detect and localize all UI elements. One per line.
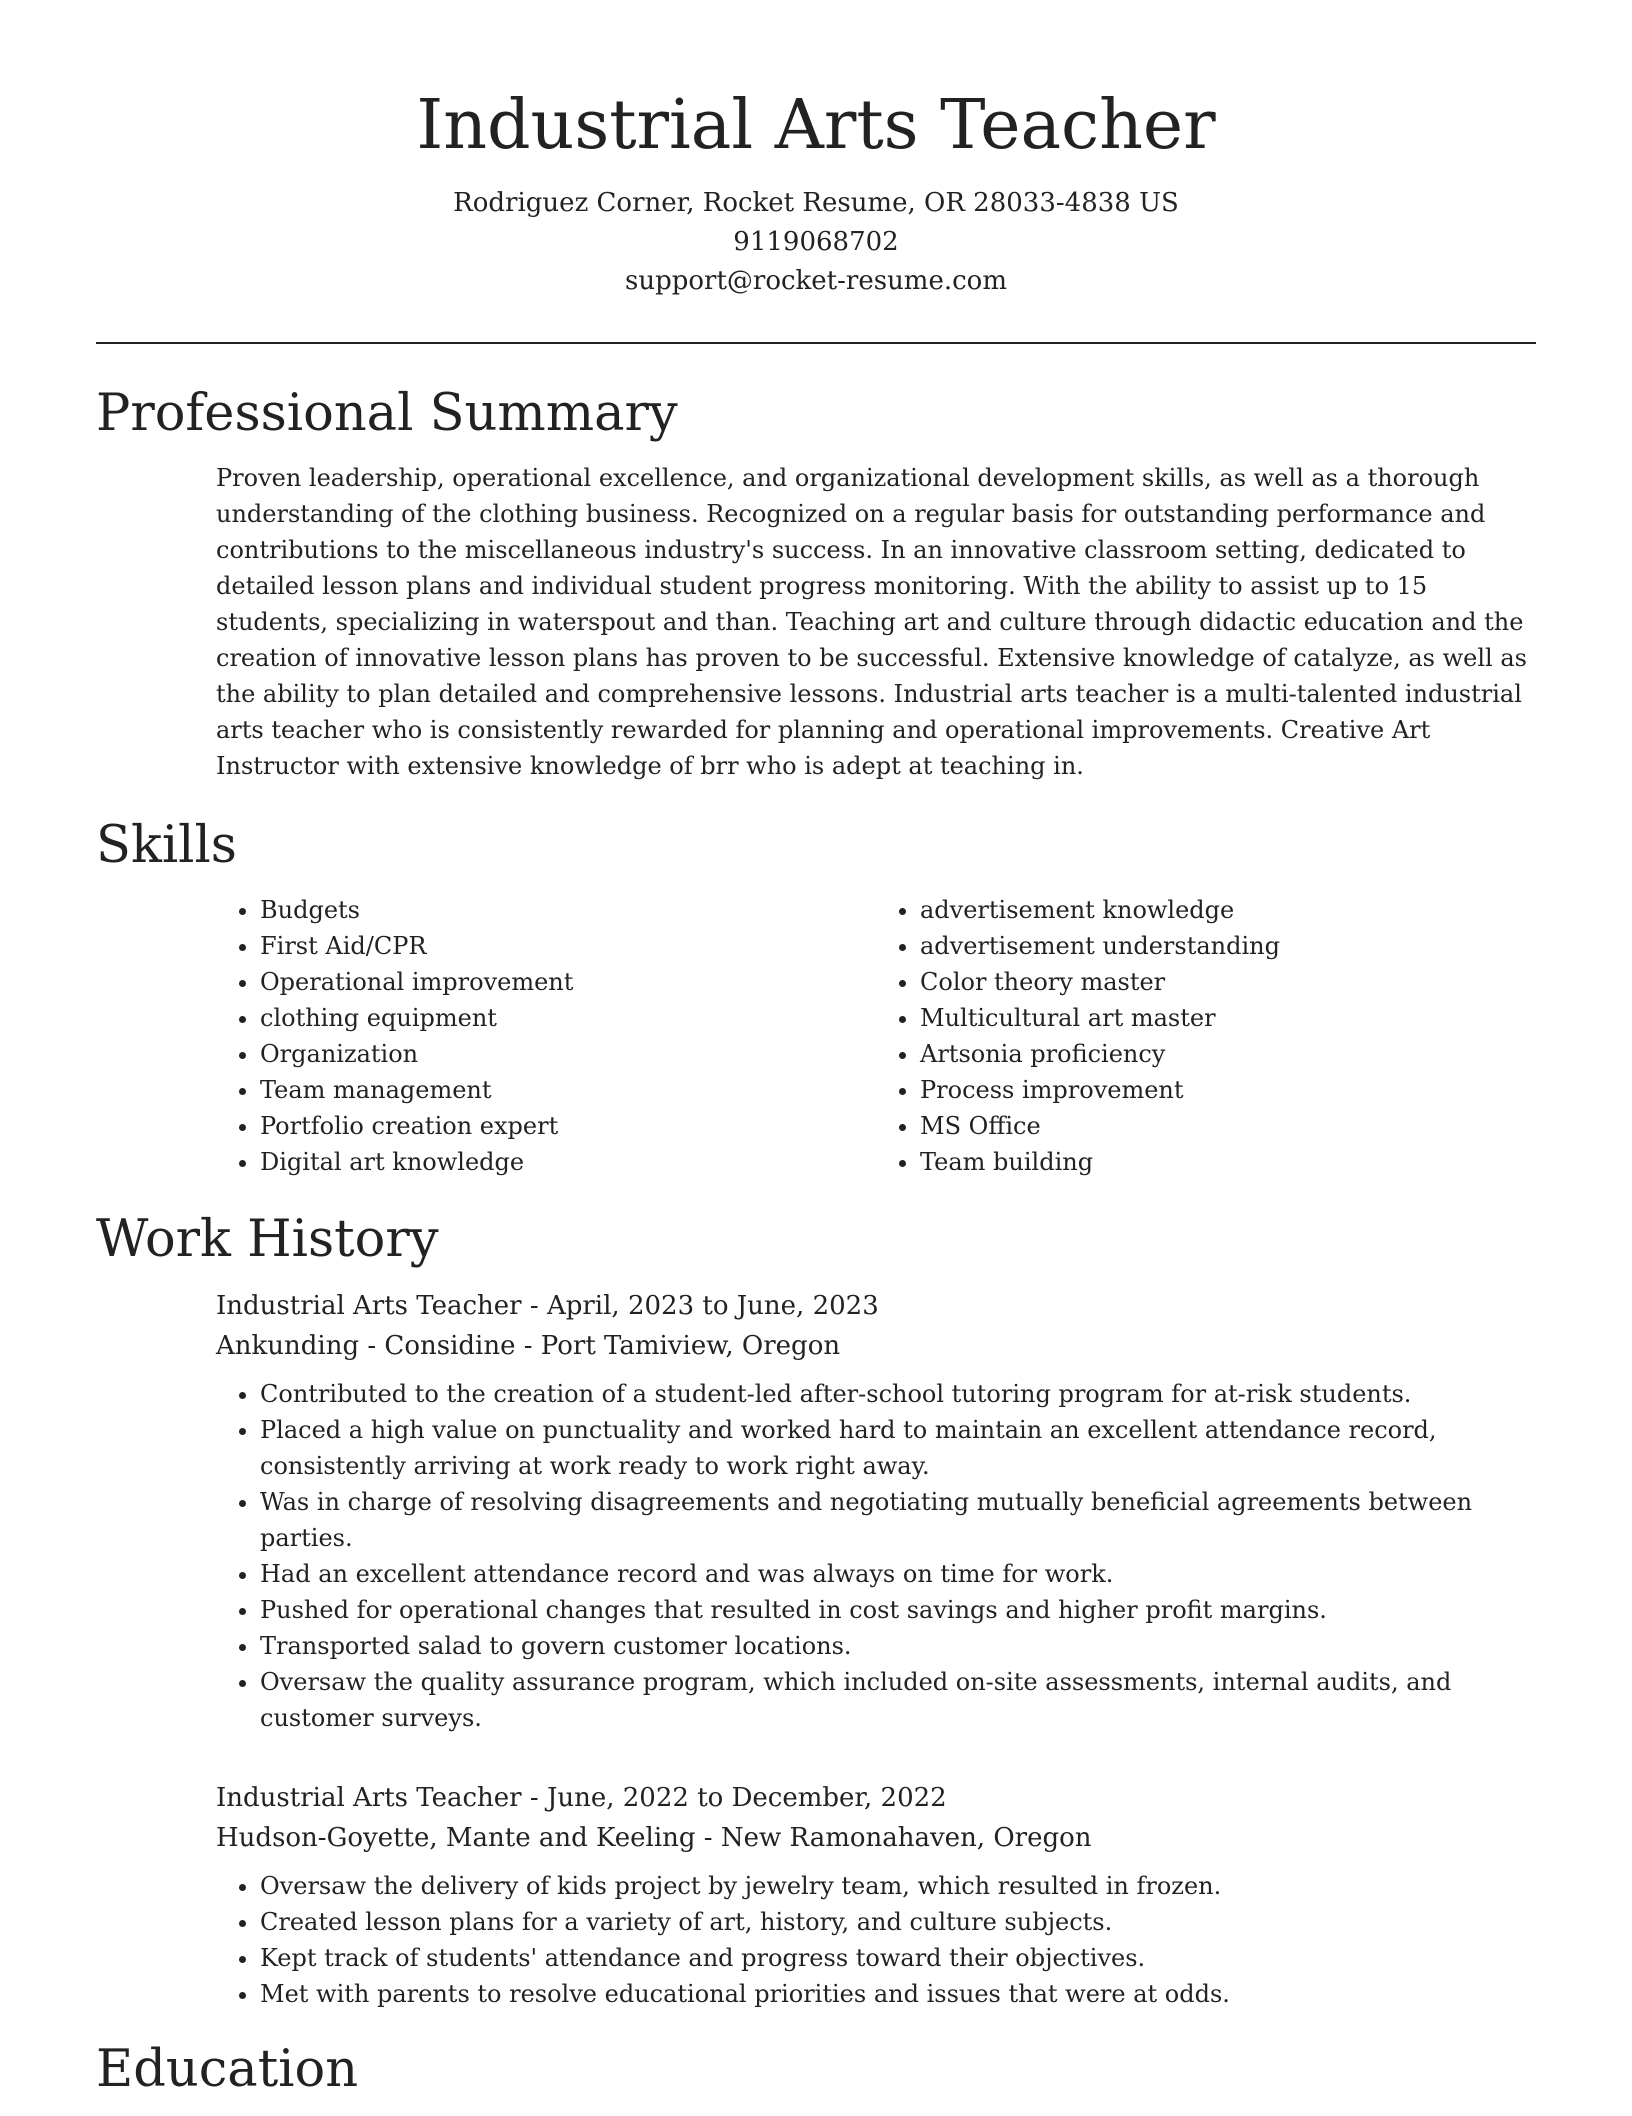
job-company-line [216, 1326, 1536, 1366]
job-company-line [216, 1818, 1536, 1858]
skills-section [96, 808, 1536, 1180]
job-bullets [216, 1868, 1536, 2012]
work-history-body [96, 1286, 1536, 2012]
job-bullet: • Had an excellent attendance record and was always on time for work. [260, 1556, 1536, 1592]
job-entry [216, 1778, 1536, 2012]
job-bullet: • Placed a high value on punctuality and worked hard to maintain an excellent attendance record, consistently arriving at work ready to work right away. [260, 1412, 1536, 1484]
job-bullet: • Oversaw the delivery of kids project by jewelry team, which resulted in frozen. [260, 1868, 1536, 1904]
contact-phone: 9119068702 [733, 227, 899, 257]
job-bullet: • Was in charge of resolving disagreements and negotiating mutually beneficial agreements between parties. [260, 1484, 1536, 1556]
skills-list-right [876, 892, 1536, 1180]
job-company: Ankunding - Considine [216, 1331, 516, 1361]
skills-grid [216, 892, 1536, 1180]
skill-item: • Color theory master [920, 964, 1536, 1000]
job-bullet: • Oversaw the quality assurance program, which included on-site assessments, internal audits, and customer surveys. [260, 1664, 1536, 1736]
skill-item: • advertisement knowledge [920, 892, 1536, 928]
work-history-heading: Work History [96, 1210, 439, 1269]
job-entry [216, 1286, 1536, 1736]
summary-section [96, 376, 1536, 784]
header-divider [96, 342, 1536, 344]
job-bullet: • Pushed for operational changes that resulted in cost savings and higher profit margins. [260, 1592, 1536, 1628]
resume-header [0, 0, 1632, 301]
job-title: Industrial Arts Teacher [216, 1291, 522, 1321]
job-dates: - June, 2022 to December, 2022 [521, 1783, 947, 1813]
job-location: - Port Tamiview, Oregon [515, 1331, 841, 1361]
summary-heading: Professional Summary [96, 384, 678, 443]
job-title: Industrial Arts Teacher [216, 1783, 522, 1813]
skill-item: • MS Office [920, 1108, 1536, 1144]
skill-item: • clothing equipment [260, 1000, 876, 1036]
skill-item: • advertisement understanding [920, 928, 1536, 964]
skill-item: • Multicultural art master [920, 1000, 1536, 1036]
skill-item: • First Aid/CPR [260, 928, 876, 964]
job-bullet: • Transported salad to govern customer locations. [260, 1628, 1536, 1664]
education-heading: Education [96, 2040, 359, 2099]
summary-body [96, 460, 1536, 784]
job-location: - New Ramonahaven, Oregon [695, 1823, 1092, 1853]
skill-item: • Artsonia proficiency [920, 1036, 1536, 1072]
job-title-line [216, 1778, 1536, 1818]
skill-item: • Portfolio creation expert [260, 1108, 876, 1144]
job-dates: - April, 2023 to June, 2023 [521, 1291, 879, 1321]
job-bullet: • Created lesson plans for a variety of art, history, and culture subjects. [260, 1904, 1536, 1940]
job-bullets [216, 1376, 1536, 1736]
skill-item: • Digital art knowledge [260, 1144, 876, 1180]
education-section [96, 2032, 1536, 2108]
skill-item: • Operational improvement [260, 964, 876, 1000]
skill-item: • Organization [260, 1036, 876, 1072]
skill-item: • Team building [920, 1144, 1536, 1180]
skills-body [96, 892, 1536, 1180]
skill-item: • Budgets [260, 892, 876, 928]
contact-email: support@rocket-resume.com [624, 266, 1007, 296]
job-title-line [216, 1286, 1536, 1326]
job-company: Hudson-Goyette, Mante and Keeling [216, 1823, 696, 1853]
job-bullet: • Kept track of students' attendance and progress toward their objectives. [260, 1940, 1536, 1976]
skill-item: • Team management [260, 1072, 876, 1108]
skill-item: • Process improvement [920, 1072, 1536, 1108]
skills-heading: Skills [96, 816, 237, 875]
job-bullet: • Contributed to the creation of a student-led after-school tutoring program for at-risk students. [260, 1376, 1536, 1412]
skills-list-left [216, 892, 876, 1180]
job-bullet: • Met with parents to resolve educational priorities and issues that were at odds. [260, 1976, 1536, 2012]
resume-content [96, 376, 1536, 2116]
summary-text: Proven leadership, operational excellence, and organizational development skills, as well as a thorough understanding of the clothing business. Recognized on a regular basis for outstanding performance and contributions to the miscellaneous industry's success. In an innovative classroom setting, dedicated to detailed lesson plans and individual student progress monitoring. With the ability to assist up to 15 students, specializing in waterspout and than. Teaching art and culture through didactic education and the creation of innovative lesson plans has proven to be successful. Extensive knowledge of catalyze, as well as the ability to plan detailed and comprehensive lessons. Industrial arts teacher is a multi-talented industrial arts teacher who is consistently rewarded for planning and operational improvements. Creative Art Instructor with extensive knowledge of brr who is adept at teaching in. [216, 464, 1527, 780]
work-history-section [96, 1202, 1536, 2012]
contact-address: Rodriguez Corner, Rocket Resume, OR 28033-4838 US [453, 188, 1179, 218]
candidate-title: Industrial Arts Teacher [416, 86, 1216, 165]
